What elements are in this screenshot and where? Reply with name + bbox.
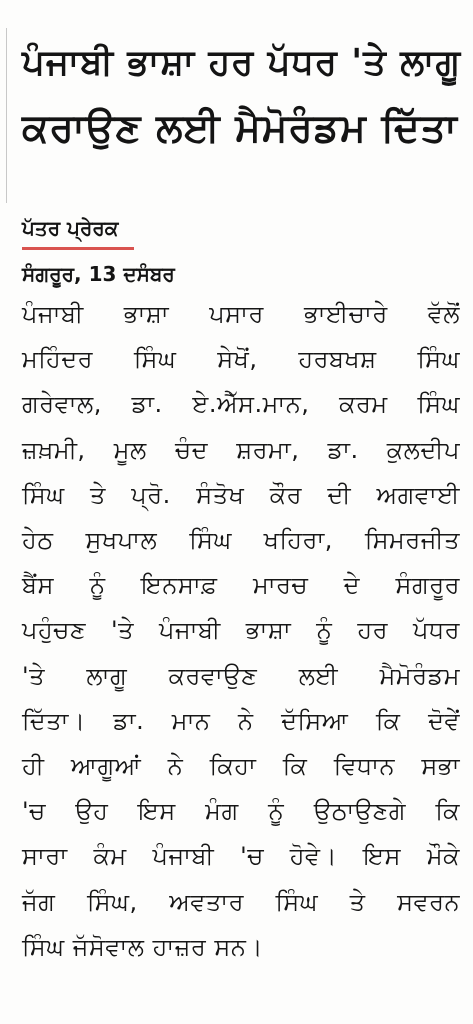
body-line: ਪੰਜਾਬੀ ਭਾਸ਼ਾ ਪਸਾਰ ਭਾਈਚਾਰੇ ਵੱਲੋਂ bbox=[22, 300, 460, 328]
body-line: ਸਾਰਾ ਕੰਮ ਪੰਜਾਬੀ 'ਚ ਹੋਵੇ। ਇਸ ਮੌਕੇ bbox=[22, 842, 460, 871]
body-line: ਮਹਿੰਦਰ ਸਿੰਘ ਸੇਖੋਂ, ਹਰਬਖਸ਼ ਸਿੰਘ bbox=[22, 345, 460, 374]
article-body bbox=[22, 292, 460, 970]
body-line: ਹੀ ਆਗੂਆਂ ਨੇ ਕਿਹਾ ਕਿ ਵਿਧਾਨ ਸਭਾ bbox=[22, 752, 460, 781]
headline bbox=[22, 30, 462, 162]
body-line: ਗਰੇਵਾਲ, ਡਾ. ਏ.ਐੱਸ.ਮਾਨ, ਕਰਮ ਸਿੰਘ bbox=[22, 390, 460, 419]
headline-line: ਪੰਜਾਬੀ ਭਾਸ਼ਾ ਹਰ ਪੱਧਰ 'ਤੇ ਲਾਗੂ bbox=[22, 42, 462, 83]
body-line: ਹੇਠ ਸੁਖਪਾਲ ਸਿੰਘ ਖਹਿਰਾ, ਸਿਮਰਜੀਤ bbox=[22, 526, 460, 555]
body-line: ਸਿੰਘ ਤੇ ਪ੍ਰੋ. ਸੰਤੋਖ ਕੌਰ ਦੀ ਅਗਵਾਈ bbox=[22, 480, 460, 509]
body-line: 'ਚ ਉਹ ਇਸ ਮੰਗ ਨੂੰ ਉਠਾਉਣਗੇ ਕਿ bbox=[22, 797, 460, 826]
byline-underline bbox=[22, 247, 134, 250]
column-divider bbox=[6, 28, 7, 203]
body-line: ਜੱਗ ਸਿੰਘ, ਅਵਤਾਰ ਸਿੰਘ ਤੇ ਸਵਰਨ bbox=[22, 887, 460, 916]
body-line: ਦਿੱਤਾ। ਡਾ. ਮਾਨ ਨੇ ਦੱਸਿਆ ਕਿ ਦੋਵੇਂ bbox=[22, 706, 460, 735]
body-line: ਬੈਂਸ ਨੂੰ ਇਨਸਾਫ਼ ਮਾਰਚ ਦੇ ਸੰਗਰੂਰ bbox=[22, 571, 460, 600]
headline-line: ਕਰਾਉਣ ਲਈ ਮੈਮੋਰੰਡਮ ਦਿੱਤਾ bbox=[22, 106, 458, 151]
body-line: ਜ਼ਖ਼ਮੀ, ਮੂਲ ਚੰਦ ਸ਼ਰਮਾ, ਡਾ. ਕੁਲਦੀਪ bbox=[22, 435, 460, 464]
body-line: 'ਤੇ ਲਾਗੂ ਕਰਵਾਉਣ ਲਈ ਮੈਮੋਰੰਡਮ bbox=[22, 661, 460, 690]
body-line: ਪਹੁੰਚਣ 'ਤੇ ਪੰਜਾਬੀ ਭਾਸ਼ਾ ਨੂੰ ਹਰ ਪੱਧਰ bbox=[22, 616, 460, 645]
body-line: ਸਿੰਘ ਜੱਸੋਵਾਲ ਹਾਜ਼ਰ ਸਨ। bbox=[22, 932, 264, 961]
byline: ਪੱਤਰ ਪ੍ਰੇਰਕ bbox=[22, 216, 119, 240]
dateline: ਸੰਗਰੂਰ, 13 ਦਸੰਬਰ bbox=[22, 262, 175, 286]
